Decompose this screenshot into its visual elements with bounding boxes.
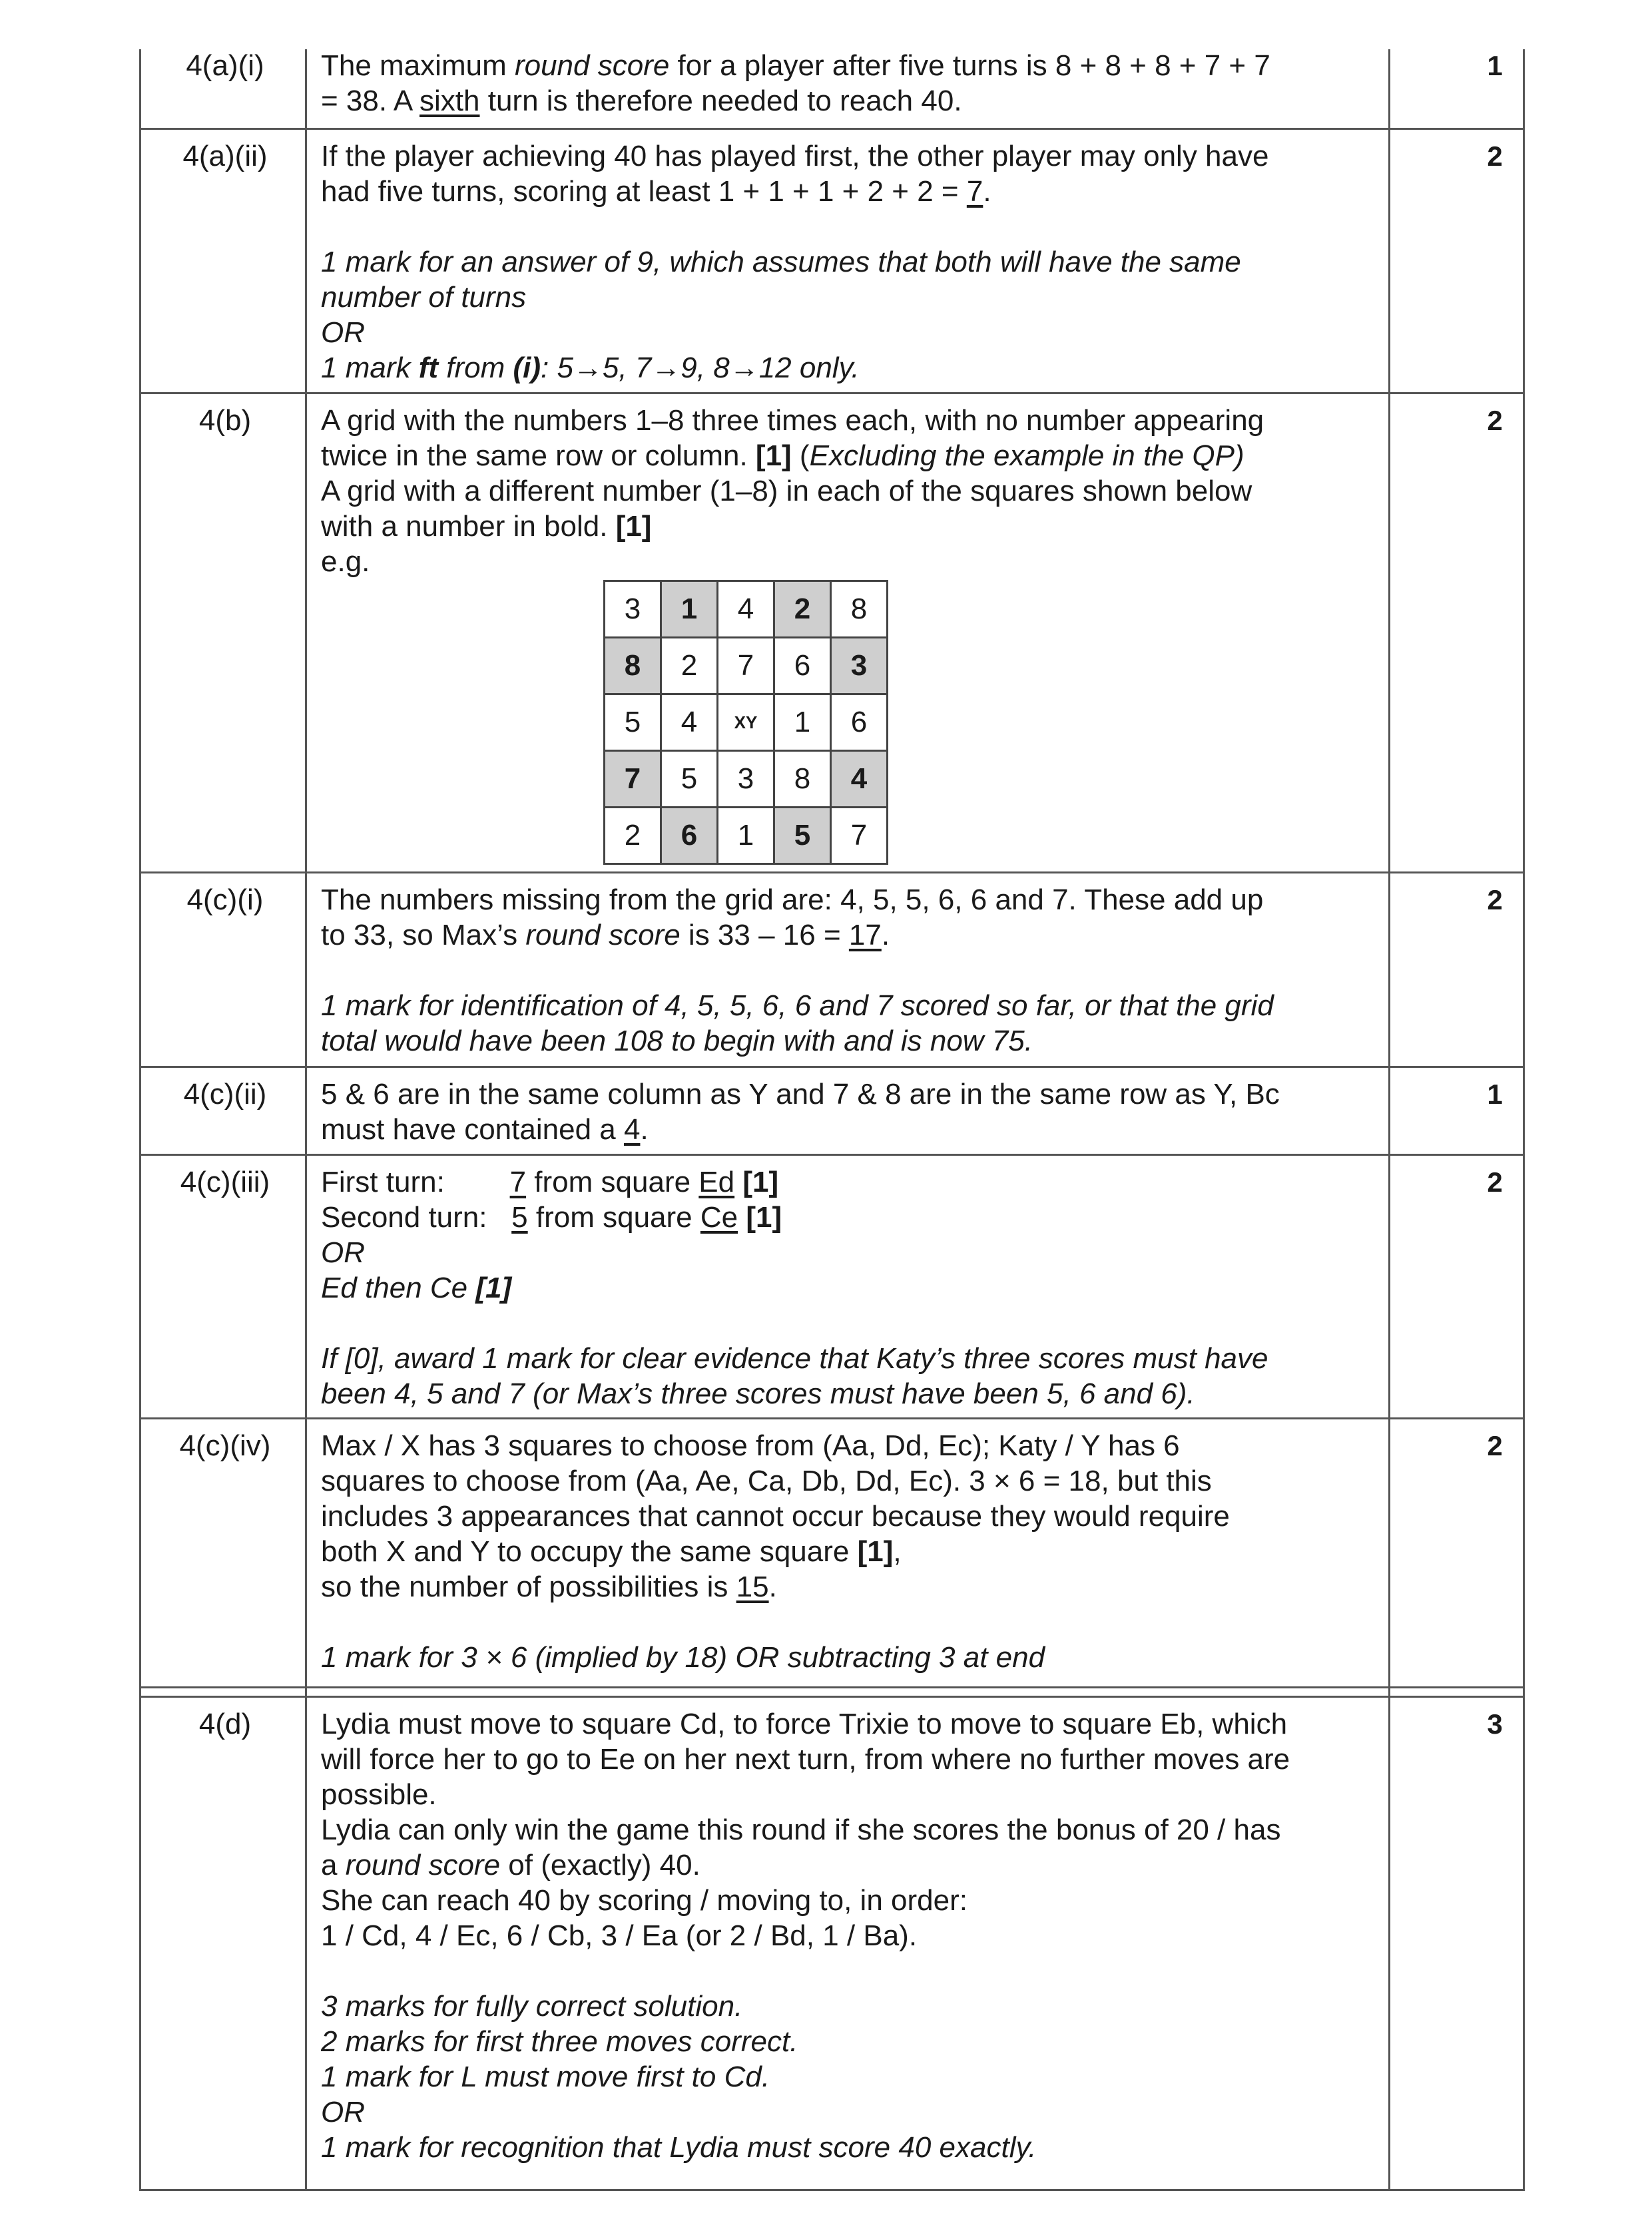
answer-text-run: [1]: [755, 439, 792, 472]
answer-line: [321, 2094, 1290, 2130]
answer-text-run: turn is therefore needed to reach 40.: [479, 85, 962, 117]
answer-line: [321, 403, 1264, 438]
grid-cell: 4: [718, 581, 774, 638]
grid-cell: 5: [605, 694, 661, 751]
answer-text-run: 4: [623, 1113, 641, 1146]
answer-line: [321, 544, 1264, 579]
answer-text-run: Max / X has 3 squares to choose from (Aa, Dd, Ec); Katy / Y has 6: [321, 1429, 1180, 1462]
answer-line: [321, 83, 1270, 119]
answer-text-run: [1]: [742, 1166, 779, 1198]
answer-text-run: The numbers missing from the grid are: 4, 5, 5, 6, 6 and 7. These add up: [321, 883, 1264, 916]
answer-text-run: .: [768, 1571, 777, 1603]
answer-text-run: number of turns: [321, 281, 527, 314]
answer-line: [321, 280, 1268, 315]
answer-text-run: 1 mark for an answer of 9, which assumes that both will have the same: [321, 246, 1241, 278]
answer-text-run: 15: [736, 1571, 769, 1603]
marks-value: 2: [1487, 140, 1503, 172]
grid-cell: 3: [718, 751, 774, 808]
question-label: 4(c)(iii): [180, 1166, 270, 1198]
answer-text-run: must have contained a: [321, 1113, 624, 1146]
answer-line: [321, 1341, 1268, 1376]
answer-text-run: sixth: [419, 85, 480, 117]
answer-text: [321, 882, 1274, 1059]
answer-line: [321, 244, 1268, 280]
marks-value: 3: [1487, 1708, 1503, 1740]
answer-line: [321, 1270, 1268, 1306]
table-border-bottom: [139, 2189, 1525, 2191]
row-divider: [139, 128, 1525, 130]
answer-text-run: A grid with a different number (1–8) in each of the squares shown below: [321, 475, 1252, 507]
answer-text-run: Second turn:: [321, 1201, 512, 1234]
answer-line: [321, 1883, 1290, 1918]
answer-text-run: OR: [321, 316, 365, 349]
answer-text-run: Lydia must move to square Cd, to force Trixie to move to square Eb, which: [321, 1708, 1288, 1740]
answer-text-run: She can reach 40 by scoring / moving to, in order:: [321, 1884, 967, 1917]
answer-line: [321, 2059, 1290, 2094]
answer-text-run: squares to choose from (Aa, Ae, Ca, Db, Dd, Ec). 3 × 6 = 18, but this: [321, 1465, 1212, 1497]
answer-text-run: (i): [513, 352, 541, 384]
answer-text-run: from square: [527, 1201, 700, 1234]
grid-cell: 8: [774, 751, 831, 808]
answer-text-run: (: [791, 439, 810, 472]
answer-line: [321, 1306, 1268, 1341]
answer-line: [321, 1604, 1230, 1640]
answer-text-run: e.g.: [321, 545, 370, 578]
question-label: 4(d): [198, 1708, 252, 1740]
answer-text-run: [738, 1201, 746, 1234]
answer-line: [321, 1112, 1280, 1147]
answer-line: [321, 48, 1270, 83]
table-border-right: [1523, 49, 1525, 2191]
answer-text-run: ,: [893, 1535, 902, 1568]
answer-text-run: with a number in bold.: [321, 510, 616, 543]
answer-line: [321, 1989, 1290, 2024]
grid-cell: 5: [661, 751, 718, 808]
grid-cell: 1: [774, 694, 831, 751]
answer-text-run: 1 mark for recognition that Lydia must score 40 exactly.: [321, 2131, 1037, 2164]
answer-text-run: Ed then Ce: [321, 1272, 476, 1304]
marks-value: 2: [1487, 405, 1503, 436]
answer-text: [321, 1164, 1268, 1411]
answer-line: [321, 2130, 1290, 2165]
grid-cell: XY: [718, 694, 774, 751]
answer-line: [321, 1499, 1230, 1534]
answer-line: [321, 438, 1264, 473]
question-label: 4(a)(ii): [182, 140, 268, 172]
answer-text-run: 2 marks for first three moves correct.: [321, 2025, 798, 2058]
answer-text-run: [1]: [615, 510, 652, 543]
answer-text-run: is 33 – 16 =: [680, 919, 849, 951]
answer-text-run: from square: [526, 1166, 699, 1198]
answer-line: [321, 1640, 1230, 1675]
answer-line: [321, 953, 1274, 988]
answer-line: [321, 1534, 1230, 1569]
answer-text-run: round score: [345, 1849, 501, 1881]
answer-line: [321, 2024, 1290, 2059]
answer-line: [321, 1200, 1268, 1235]
answer-text-run: Excluding the example in the QP): [809, 439, 1244, 472]
grid-cell: 1: [718, 808, 774, 864]
answer-line: [321, 209, 1268, 244]
grid-cell: 8: [605, 638, 661, 694]
marks-value: 2: [1487, 1430, 1503, 1461]
grid-cell: 3: [605, 581, 661, 638]
answer-text-run: Lydia can only win the game this round if she scores the bonus of 20 / has: [321, 1814, 1281, 1846]
answer-line: [321, 1742, 1290, 1777]
grid-cell: 5: [774, 808, 831, 864]
answer-line: [321, 1235, 1268, 1270]
grid-cell: 7: [605, 751, 661, 808]
row-divider: [139, 871, 1525, 873]
answer-line: [321, 1463, 1230, 1499]
answer-text: [321, 1077, 1280, 1147]
answer-line: [321, 917, 1274, 953]
answer-text: [321, 48, 1270, 119]
answer-line: [321, 882, 1274, 917]
answer-text-run: 7: [966, 175, 983, 208]
grid-cell: 4: [661, 694, 718, 751]
grid-cell: 2: [661, 638, 718, 694]
answer-text-run: ft: [418, 352, 439, 384]
answer-text-run: possible.: [321, 1778, 437, 1811]
grid-cell: 6: [831, 694, 888, 751]
answer-line: [321, 174, 1268, 209]
table-divider-marks: [1388, 49, 1390, 2191]
answer-text-run: [734, 1166, 742, 1198]
answer-line: [321, 509, 1264, 544]
answer-text-run: [1]: [857, 1535, 894, 1568]
answer-text-run: 1 mark: [321, 352, 419, 384]
answer-text-run: twice in the same row or column.: [321, 439, 756, 472]
answer-text-run: OR: [321, 2096, 365, 2128]
answer-line: [321, 1953, 1290, 1989]
answer-text-run: Ce: [700, 1201, 738, 1234]
answer-text-run: .: [640, 1113, 649, 1146]
answer-text-run: If [0], award 1 mark for clear evidence that Katy’s three scores must have: [321, 1342, 1268, 1375]
answer-text: [321, 138, 1268, 385]
answer-text-run: from: [438, 352, 513, 384]
answer-text-run: for a player after five turns is 8 + 8 + 8 + 7 + 7: [669, 49, 1270, 82]
table-border-left: [139, 49, 141, 2191]
grid-cell: 1: [661, 581, 718, 638]
answer-line: [321, 1376, 1268, 1411]
example-grid: [603, 580, 888, 865]
answer-text-run: = 38. A: [321, 85, 420, 117]
answer-line: [321, 1428, 1230, 1463]
answer-line: [321, 473, 1264, 509]
answer-text-run: been 4, 5 and 7 (or Max’s three scores must have been 5, 6 and 6).: [321, 1377, 1195, 1410]
answer-text-run: 1 mark for identification of 4, 5, 5, 6, 6 and 7 scored so far, or that the grid: [321, 989, 1274, 1022]
table-divider-question: [305, 49, 307, 2191]
question-label: 4(c)(i): [186, 883, 264, 916]
answer-text: [321, 1428, 1230, 1675]
answer-text-run: .: [881, 919, 890, 951]
answer-text-run: Ed: [698, 1166, 735, 1198]
answer-text-run: 1 mark for L must move first to Cd.: [321, 2061, 770, 2093]
answer-text-run: round score: [525, 919, 681, 951]
answer-line: [321, 1812, 1290, 1847]
answer-text-run: If the player achieving 40 has played first, the other player may only have: [321, 140, 1269, 172]
question-label: 4(b): [198, 404, 252, 437]
answer-text-run: OR: [321, 1236, 365, 1269]
grid-cell: 2: [774, 581, 831, 638]
answer-text-run: total would have been 108 to begin with and is now 75.: [321, 1025, 1033, 1057]
answer-text-run: 3 marks for fully correct solution.: [321, 1990, 743, 2023]
question-label: 4(c)(iv): [179, 1429, 271, 1462]
marks-value: 1: [1487, 50, 1503, 81]
answer-text-run: [1]: [746, 1201, 782, 1234]
answer-text-run: 1 mark for 3 × 6 (implied by 18) OR subtracting 3 at end: [321, 1641, 1045, 1674]
grid-cell: 7: [718, 638, 774, 694]
grid-cell: 6: [661, 808, 718, 864]
answer-text-run: 17: [848, 919, 882, 951]
marks-value: 1: [1487, 1079, 1503, 1110]
grid-cell: 2: [605, 808, 661, 864]
answer-text-run: of (exactly) 40.: [500, 1849, 700, 1881]
answer-line: [321, 1847, 1290, 1883]
marks-value: 2: [1487, 884, 1503, 915]
answer-line: [321, 1918, 1290, 1953]
answer-line: [321, 138, 1268, 174]
answer-text-run: : 5→5, 7→9, 8→12 only.: [541, 352, 860, 384]
grid-cell: 3: [831, 638, 888, 694]
answer-text-run: 5 & 6 are in the same column as Y and 7 & 8 are in the same row as Y, Bc: [321, 1078, 1280, 1110]
answer-text-run: so the number of possibilities is: [321, 1571, 736, 1603]
answer-text-run: First turn:: [321, 1166, 510, 1198]
answer-text-run: to 33, so Max’s: [321, 919, 526, 951]
answer-text-run: 5: [511, 1201, 528, 1234]
grid-cell: 7: [831, 808, 888, 864]
answer-line: [321, 1164, 1268, 1200]
answer-line: [321, 988, 1274, 1023]
answer-text-run: 7: [509, 1166, 527, 1198]
answer-text-run: A grid with the numbers 1–8 three times each, with no number appearing: [321, 404, 1264, 437]
answer-text-run: includes 3 appearances that cannot occur because they would require: [321, 1500, 1230, 1533]
answer-text-run: a: [321, 1849, 346, 1881]
answer-line: [321, 1077, 1280, 1112]
answer-line: [321, 315, 1268, 350]
answer-text-run: round score: [514, 49, 670, 82]
row-divider: [139, 1066, 1525, 1068]
answer-text-run: will force her to go to Ee on her next turn, from where no further moves are: [321, 1743, 1290, 1776]
row-divider: [139, 1417, 1525, 1419]
marks-value: 2: [1487, 1166, 1503, 1198]
answer-text: [321, 1706, 1290, 2165]
answer-text-run: [1]: [475, 1272, 512, 1304]
row-divider: [139, 1696, 1525, 1698]
answer-line: [321, 1569, 1230, 1604]
answer-text-run: both X and Y to occupy the same square: [321, 1535, 858, 1568]
question-label: 4(c)(ii): [183, 1078, 267, 1110]
grid-cell: 8: [831, 581, 888, 638]
answer-text: [321, 403, 1264, 579]
answer-text-run: The maximum: [321, 49, 515, 82]
answer-line: [321, 1777, 1290, 1812]
grid-cell: 6: [774, 638, 831, 694]
row-divider: [139, 1154, 1525, 1156]
row-divider: [139, 1686, 1525, 1688]
answer-line: [321, 1706, 1290, 1742]
grid-cell: 4: [831, 751, 888, 808]
answer-text-run: 1 / Cd, 4 / Ec, 6 / Cb, 3 / Ea (or 2 / Bd, 1 / Ba).: [321, 1919, 918, 1952]
row-divider: [139, 392, 1525, 394]
answer-line: [321, 350, 1268, 385]
question-label: 4(a)(i): [186, 49, 264, 82]
answer-line: [321, 1023, 1274, 1059]
answer-text-run: .: [983, 175, 991, 208]
answer-text-run: had five turns, scoring at least 1 + 1 + 1 + 2 + 2 =: [321, 175, 967, 208]
